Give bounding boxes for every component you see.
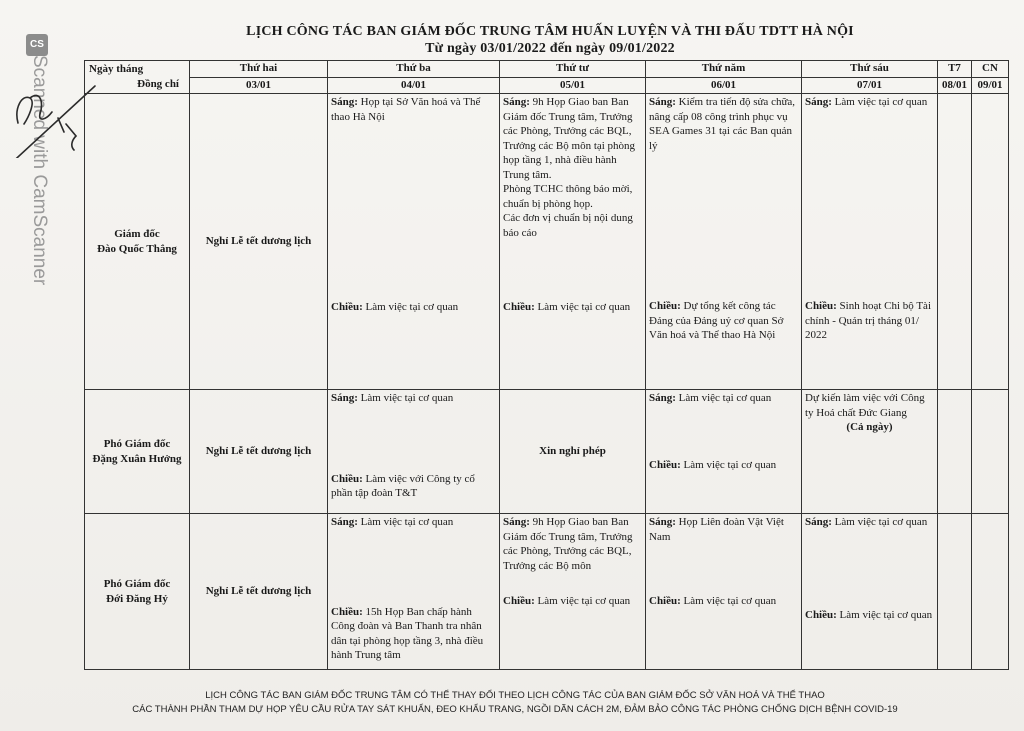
afternoon-label: Chiều: — [331, 301, 363, 314]
schedule-cell-friday — [802, 514, 938, 670]
morning-label: Sáng: — [503, 516, 530, 528]
morning-text: Họp tại Sở Văn hoá và Thể thao Hà Nội — [331, 96, 481, 123]
schedule-cell-monday: Nghỉ Lễ tết dương lịch — [190, 94, 328, 390]
person-name: Đặng Xuân Hưởng — [92, 452, 182, 465]
person-name: Đới Đăng Hỷ — [106, 592, 168, 605]
schedule-cell-wednesday: Xin nghỉ phép — [500, 390, 646, 514]
day-header: Thứ sáu — [802, 61, 938, 78]
date-header: 06/01 — [646, 77, 802, 94]
header-row-days — [85, 61, 1009, 78]
schedule-cell-tuesday — [328, 514, 500, 670]
afternoon-text: Làm việc tại cơ quan — [680, 595, 777, 608]
afternoon-label: Chiều: — [649, 595, 681, 608]
schedule-cell-tuesday — [328, 390, 500, 514]
schedule-cell-tuesday — [328, 94, 500, 390]
schedule-table — [84, 60, 1009, 670]
schedule-cell-saturday — [938, 514, 972, 670]
afternoon-text: Dự tổng kết công tác Đảng của Đảng uỷ cơ quan Sở Văn hoá và Thể thao Hà Nội — [649, 300, 784, 342]
afternoon-text: Làm việc tại cơ quan — [534, 595, 631, 608]
morning-note: Các đơn vị chuẩn bị nội dung báo cáo — [503, 212, 633, 239]
date-header: 08/01 — [938, 77, 972, 94]
afternoon-label: Chiều: — [805, 609, 837, 622]
page-subtitle-date-range: Từ ngày 03/01/2022 đến ngày 09/01/2022 — [425, 41, 675, 56]
page-title: LỊCH CÔNG TÁC BAN GIÁM ĐỐC TRUNG TÂM HUẤN LUYỆN VÀ THI ĐẤU TDTT HÀ NỘI — [246, 24, 854, 39]
corner-label-date: Ngày tháng — [89, 63, 144, 75]
person-title: Phó Giám đốc — [103, 437, 171, 450]
afternoon-text: Làm việc tại cơ quan — [534, 301, 631, 314]
person-title: Giám đốc — [114, 227, 160, 240]
afternoon-label: Chiều: — [649, 459, 681, 472]
schedule-cell-monday: Nghỉ Lễ tết dương lịch — [190, 514, 328, 670]
afternoon-label: Chiều: — [503, 301, 535, 314]
day-header: CN — [972, 61, 1009, 78]
morning-text: 9h Họp Giao ban Ban Giám đốc Trung tâm, Trưởng các Phòng, Trưởng các BQL, Trưởng các Bộ môn — [503, 516, 633, 572]
person-cell — [85, 94, 190, 390]
person-cell — [85, 390, 190, 514]
day-header: T7 — [938, 61, 972, 78]
day-header: Thứ năm — [646, 61, 802, 78]
schedule-cell-friday — [802, 94, 938, 390]
friday-note: Dự kiến làm việc với Công ty Hoá chất Đức Giang — [805, 392, 925, 419]
morning-text: Làm việc tại cơ quan — [831, 96, 928, 108]
corner-header-cell — [85, 61, 190, 94]
day-header: Thứ ba — [328, 61, 500, 78]
person-cell — [85, 514, 190, 670]
morning-label: Sáng: — [649, 392, 676, 404]
date-header: 04/01 — [328, 77, 500, 94]
morning-text: Làm việc tại cơ quan — [357, 516, 454, 528]
morning-note: Phòng TCHC thông báo mời, chuẩn bị phòng họp. — [503, 183, 633, 210]
corner-label-person: Đồng chí — [137, 78, 179, 91]
date-header: 09/01 — [972, 77, 1009, 94]
morning-label: Sáng: — [331, 392, 358, 404]
schedule-cell-wednesday — [500, 94, 646, 390]
morning-label: Sáng: — [503, 96, 530, 108]
date-header: 07/01 — [802, 77, 938, 94]
friday-note-allday: (Cả ngày) — [846, 421, 893, 434]
day-header: Thứ tư — [500, 61, 646, 78]
schedule-cell-sunday — [972, 514, 1009, 670]
person-name: Đào Quốc Thắng — [97, 242, 177, 255]
schedule-cell-monday: Nghỉ Lễ tết dương lịch — [190, 390, 328, 514]
schedule-cell-wednesday — [500, 514, 646, 670]
afternoon-label: Chiều: — [331, 472, 363, 485]
afternoon-text: 15h Họp Ban chấp hành Công đoàn và Ban Thanh tra nhân dân tại phòng họp tầng 3, nhà điều hành Trung tâm — [331, 605, 484, 662]
table-row — [85, 94, 1009, 390]
schedule-cell-sunday — [972, 94, 1009, 390]
morning-label: Sáng: — [331, 516, 358, 528]
morning-text: Làm việc tại cơ quan — [831, 516, 928, 528]
afternoon-text: Làm việc tại cơ quan — [836, 609, 933, 622]
footer-note: LỊCH CÔNG TÁC BAN GIÁM ĐỐC TRUNG TÂM CÓ THỂ THAY ĐỔI THEO LỊCH CÔNG TÁC CỦA BAN GIÁM ĐỐC SỞ VĂN HOÁ VÀ THỂ THAO — [205, 690, 825, 701]
morning-label: Sáng: — [805, 516, 832, 528]
footer-note: CÁC THÀNH PHẦN THAM DỰ HỌP YÊU CẦU RỬA TAY SÁT KHUẨN, ĐEO KHẨU TRANG, NGỒI DÃN CÁCH 2M, ĐẢM BẢO CÔNG TÁC PHÒNG CHỐNG DỊCH BỆNH COVID-19 — [132, 704, 898, 715]
schedule-cell-friday — [802, 390, 938, 514]
morning-label: Sáng: — [331, 96, 358, 108]
morning-label: Sáng: — [649, 516, 676, 528]
morning-label: Sáng: — [649, 96, 676, 108]
afternoon-text: Làm việc tại cơ quan — [362, 301, 459, 314]
afternoon-label: Chiều: — [805, 300, 837, 313]
schedule-cell-thursday — [646, 514, 802, 670]
afternoon-label: Chiều: — [503, 595, 535, 608]
afternoon-text: Làm việc với Công ty cổ phần tập đoàn T&T — [331, 472, 475, 500]
morning-text: 9h Họp Giao ban Ban Giám đốc Trung tâm, Trưởng các Phòng, Trưởng các BQL, Trưởng các Bộ môn tại phòng họp tầng 1, nhà điều hành Trung tâm. — [503, 96, 636, 181]
watermark-text: Scanned with CamScanner — [29, 55, 50, 286]
afternoon-text: Sinh hoạt Chi bộ Tài chính - Quản trị tháng 01/ 2022 — [805, 300, 931, 342]
morning-label: Sáng: — [805, 96, 832, 108]
date-header: 03/01 — [190, 77, 328, 94]
table-row — [85, 514, 1009, 670]
morning-text: Làm việc tại cơ quan — [675, 392, 772, 404]
schedule-cell-thursday — [646, 94, 802, 390]
person-title: Phó Giám đốc — [103, 577, 171, 590]
schedule-cell-saturday — [938, 94, 972, 390]
day-header: Thứ hai — [190, 61, 328, 78]
header-row-dates — [85, 77, 1009, 94]
schedule-cell-sunday — [972, 390, 1009, 514]
schedule-cell-thursday — [646, 390, 802, 514]
schedule-cell-saturday — [938, 390, 972, 514]
afternoon-label: Chiều: — [649, 300, 681, 313]
afternoon-text: Làm việc tại cơ quan — [680, 459, 777, 472]
table-row — [85, 390, 1009, 514]
morning-text: Kiểm tra tiến độ sửa chữa, nâng cấp 08 công trình phục vụ SEA Games 31 tại các Ban quản lý — [649, 96, 796, 152]
morning-text: Họp Liên đoàn Vật Việt Nam — [649, 516, 784, 543]
afternoon-label: Chiều: — [331, 605, 363, 618]
morning-text: Làm việc tại cơ quan — [357, 392, 454, 404]
date-header: 05/01 — [500, 77, 646, 94]
camscanner-logo-icon: CS — [26, 34, 48, 56]
